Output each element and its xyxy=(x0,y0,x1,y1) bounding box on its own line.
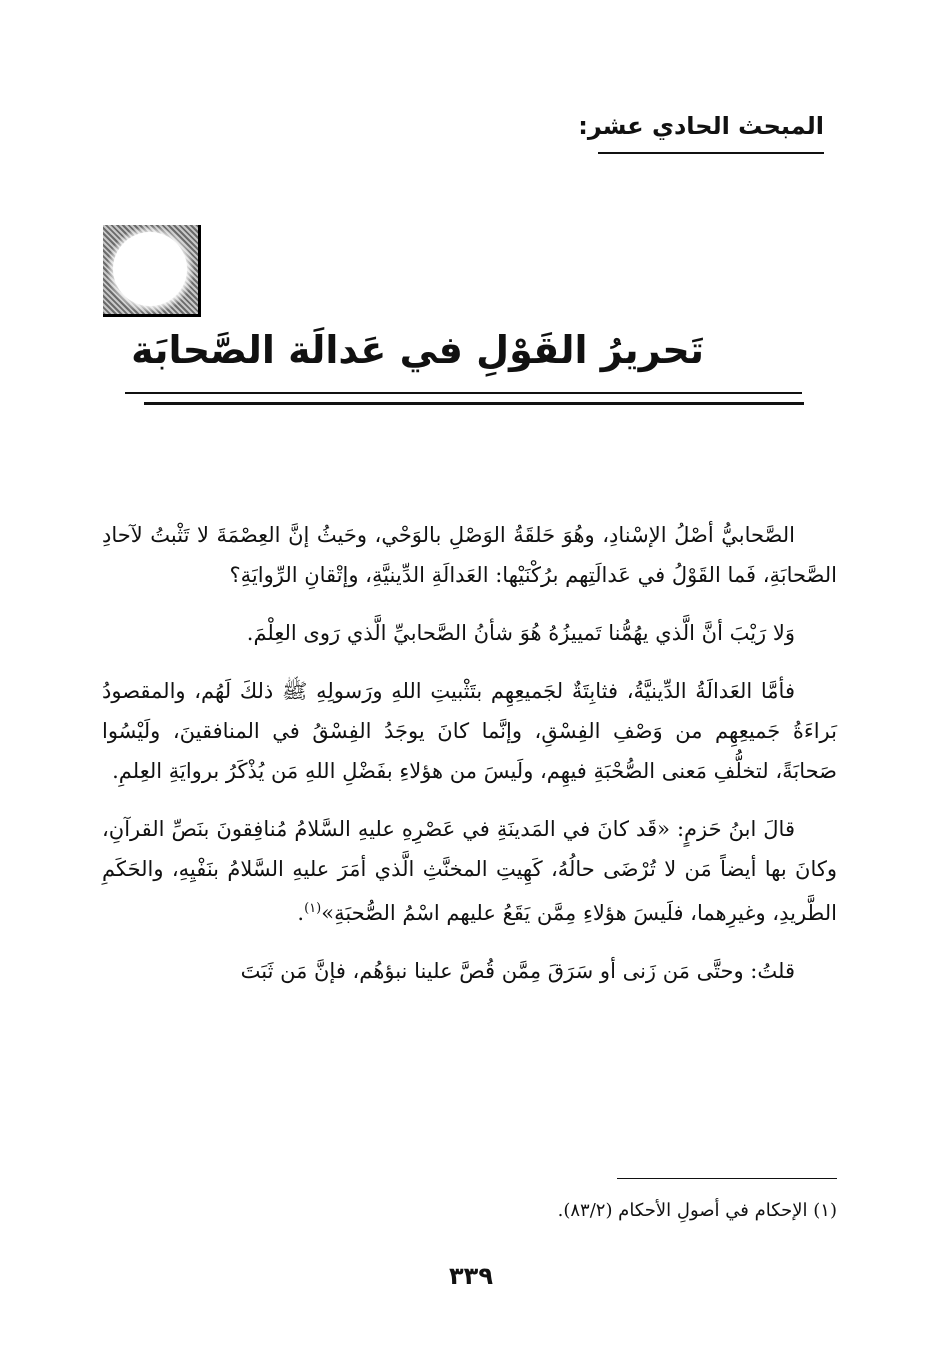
quote-text: قالَ ابنُ حَزمٍ: «قَد كانَ في المَدينَةِ في عَصْرِهِ عليهِ السَّلامُ مُنافِقونَ بنَصِّ القرآنِ، وكانَ بها أيضاً مَن لا تُرْضَى حالُهُ، كَهِيتِ المخنَّثِ الَّذي أمَرَ عليهِ السَّلامُ بنَفْيِهِ، والحَكَمِ الطَّريدِ، وغيرِهما، فلَيسَ هؤلاءِ مِمَّن يَقَعُ عليهم اسْمُ الصُّحبَةِ» xyxy=(102,817,837,925)
page-number: ٣٣٩ xyxy=(449,1262,493,1290)
chapter-title: تَحريرُ القَوْلِ في عَدالَة الصَّحابَة xyxy=(131,328,704,372)
paragraph: فأمَّا العَدالَةُ الدِّينيَّةُ، فثابِتَةٌ لجَميعِهِم بتَثْبيتِ اللهِ ورَسولِهِ ﷺ ذلكَ لَهُم، والمقصودُ بَراءَةُ جَميعِهِم من وَصْفِ الفِسْقِ، وإنَّما كانَ يوجَدُ الفِسْقُ في المنافقينَ، ولَيْسُوا صَحابَةً، لتخلُّفِ مَعنى الصُّحْبَةِ فيهِم، ولَيسَ من هؤلاءِ بفَضْلِ اللهِ مَن يُذْكَرُ بروايَةِ العِلمِ. xyxy=(102,679,837,783)
footnote-separator xyxy=(617,1178,837,1179)
ornament-circle xyxy=(113,232,187,306)
footnote: (١) الإحكام في أصولِ الأحكام (٨٣/٢). xyxy=(557,1200,837,1221)
paragraph: قلتُ: وحتَّى مَن زَنى أو سَرَقَ مِمَّن قُصَّ علينا نبؤهُم، فإنَّ مَن ثَبَتَ xyxy=(240,959,795,983)
paragraph-quote xyxy=(102,809,837,933)
footnote-reference: (١) xyxy=(304,901,322,916)
quote-end: . xyxy=(297,901,305,925)
paragraph: وَلا رَيْبَ أنَّ الَّذي يهُمُّنا تَمييزُهُ هُوَ شأنُ الصَّحابيِّ الَّذي رَوى العِلْمَ. xyxy=(246,621,795,645)
title-rule-thin xyxy=(125,392,802,394)
chapter-ornament xyxy=(103,225,201,317)
paragraph: الصَّحابيُّ أصْلُ الإسْنادِ، وهُوَ حَلقَةُ الوَصْلِ بالوَحْي، وحَيثُ إنَّ العِصْمَةَ لا تَثْبتُ لآحادِ الصَّحابَةِ، فَما القَوْلُ في عَدالَتِهم برُكْنَيْها: العَدالَةِ الدِّينيَّةِ، وإتْقانِ الرِّوايَةِ؟ xyxy=(102,523,837,587)
section-label-underline xyxy=(598,152,824,154)
body-text xyxy=(102,515,837,1009)
section-label: المبحث الحادي عشر: xyxy=(578,112,824,140)
title-rule-thick xyxy=(144,402,804,405)
